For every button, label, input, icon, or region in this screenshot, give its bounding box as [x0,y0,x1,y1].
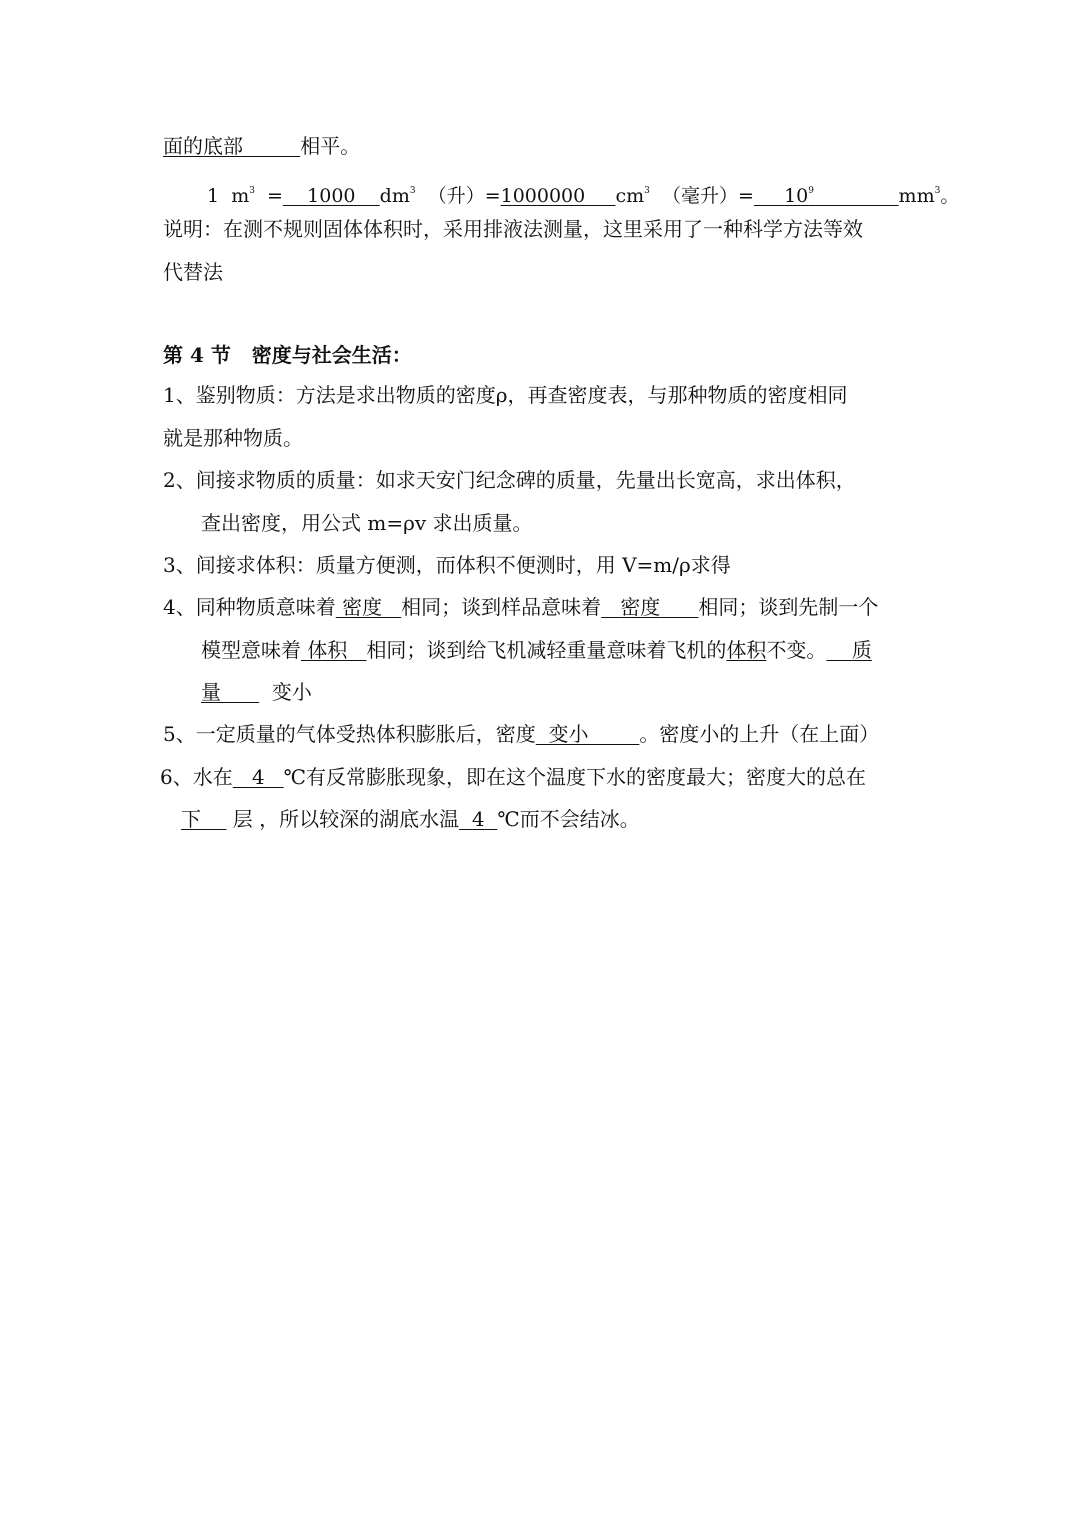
text-segment: 相同；谈到先制一个 [698,595,879,619]
blank-answer [336,595,401,619]
text-line-top [163,132,360,160]
text-segment: 相同；谈到给飞机减轻重量意味着飞机的 [366,638,727,662]
item-6-line-1 [160,763,866,791]
blank-answer [826,638,871,662]
exponent: 3 [249,186,255,196]
text-segment: 相同；谈到样品意味着 [401,595,602,619]
item-3-line-1: 3、间接求体积：质量方便测，而体积不便测时，用 V=m/ρ求得 [163,553,731,577]
note-line-1: 说明：在测不规则固体体积时，采用排液法测量，这里采用了一种科学方法等效 [163,217,863,241]
blank-answer [233,765,284,789]
item-6-line-2 [181,805,640,833]
section-heading: 第 4 节 密度与社会生活： [163,343,412,367]
note-line-2: 代替法 [163,260,223,284]
item-1-line-1: 1、鉴别物质：方法是求出物质的密度ρ，再查密度表，与那种物质的密度相同 [163,383,848,407]
answer-text: 4 [471,807,485,831]
unit-m: m [231,185,250,207]
text-segment: 5、一定质量的气体受热体积膨胀后，密度 [163,722,536,746]
period: 。 [940,185,960,207]
underlined-answer: 体积 [726,638,767,662]
text-segment: ℃有反常膨胀现象，即在这个温度下水的密度最大；密度大的总在 [283,765,866,789]
blank-answer [536,722,640,746]
answer-text: 下 [181,807,201,831]
item-4-line-2 [201,636,872,664]
answer-dm: 1000 [307,185,356,207]
answer-mm-exponent: 9 [808,186,814,196]
blank-fill [243,134,300,158]
blank-answer [601,595,698,619]
answer-text: 变小 [548,722,589,746]
text-segment: 不变。 [766,638,827,662]
answer-text: 密度 [342,595,383,619]
text-segment: 6、水在 [160,765,233,789]
answer-text: 4 [251,765,265,789]
item-5-line-1 [163,720,879,748]
label-ml: （毫升）= [661,185,754,207]
text-segment: 。密度小的上升（在上面） [639,722,880,746]
answer-text: 体积 [307,638,348,662]
text-segment: 4、同种物质意味着 [163,595,336,619]
exponent: 3 [409,186,416,196]
number-one: 1 [207,185,220,207]
answer-text: 量 [201,680,221,704]
text-segment: 层 ，所以较深的湖底水温 [232,807,460,831]
blank-answer [459,807,497,831]
blank-answer: 面的底部 [163,134,243,158]
blank-dm [283,185,380,207]
exponent: 3 [644,186,650,196]
label-liter: （升）= [427,185,501,207]
answer-text: 密度 [620,595,661,619]
blank-cm [501,185,616,207]
answer-text: 质 [851,638,872,662]
blank-mm [754,185,899,207]
exponent: 3 [934,186,941,196]
item-2-line-1: 2、间接求物质的质量：如求天安门纪念碑的质量，先量出长宽高，求出体积， [163,468,856,492]
item-2-line-2: 查出密度，用公式 m=ρv 求出质量。 [201,511,533,535]
item-1-line-2: 就是那种物质。 [163,426,303,450]
unit-mm: mm [898,185,935,207]
blank-answer [301,638,366,662]
answer-cm: 1000000 [500,185,586,207]
item-4-line-3 [201,678,312,706]
text-segment: 变小 [271,680,312,704]
blank-answer [201,680,259,704]
unit-conversion-line [207,182,959,210]
text-segment: 模型意味着 [201,638,301,662]
blank-answer [181,807,226,831]
text-segment: 相平。 [300,134,361,158]
answer-mm-base: 10 [784,185,809,207]
text-segment: ℃而不会结冰。 [497,807,640,831]
item-4-line-1 [163,593,878,621]
equals-sign: = [267,185,283,207]
unit-dm: dm [379,185,410,207]
unit-cm: cm [615,185,645,207]
